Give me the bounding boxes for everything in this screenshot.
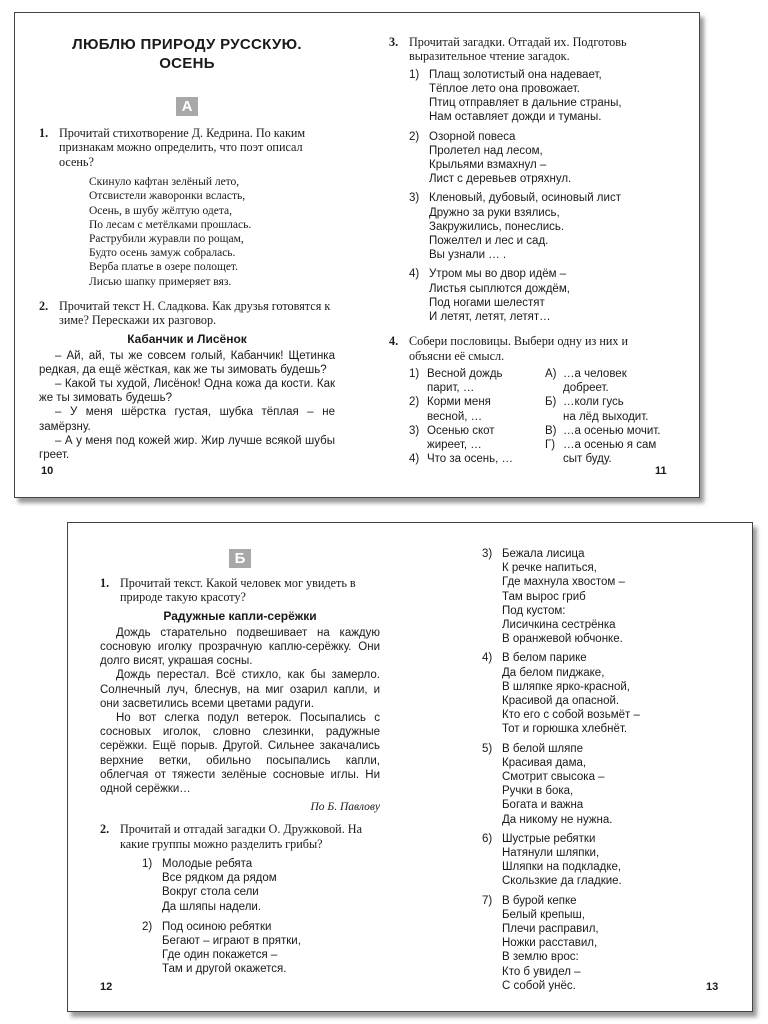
riddle-line: Красивая дама,	[502, 756, 587, 769]
riddle-line: Под кустом:	[502, 604, 566, 617]
riddle-3	[482, 547, 732, 646]
riddle-line: Богата и важна	[502, 799, 584, 812]
proverb-line: …а человек	[563, 368, 627, 381]
task-text: Прочитай текст Н. Сладкова. Как друзья готовятся к зиме? Перескажи их разговор.	[59, 298, 331, 328]
task-2	[100, 822, 380, 851]
riddle-line: Нам оставляет дожди и туманы.	[429, 111, 602, 124]
poem	[39, 175, 335, 289]
riddle-line: Вы узнали … .	[429, 249, 507, 262]
proverb-end-g	[545, 438, 675, 466]
riddle-line: Крыльями взмахнул –	[429, 159, 547, 172]
riddle-line: Кленовый, дубовый, осиновый лист	[429, 192, 621, 205]
riddle-number: 4)	[409, 268, 420, 281]
poem-line: Лисью шапку примеряет вяз.	[89, 275, 232, 288]
task-number: 1.	[39, 126, 49, 140]
riddle-line: Шустрые ребятки	[502, 832, 596, 845]
proverb-number: 4)	[409, 453, 420, 466]
task-number: 2.	[100, 822, 110, 837]
riddle-line: В оранжевой юбчонке.	[502, 633, 623, 646]
riddle-number: 3)	[409, 192, 420, 205]
riddle-line: Пролетел над лесом,	[429, 144, 543, 157]
riddle-line: Бегают – играют в прятки,	[162, 935, 301, 948]
riddle-4	[409, 267, 673, 324]
story-paragraph: Но вот слегка подул ветерок. Посыпались с сосновых иголок, словно слезинки, радужные серёжки. Ещё порыв. Другой. Сильнее закачались верхние ветки, обильно посыпались капли, облегчая от тяжести зелёные сосновые иглы. Ни одной серёжки…	[100, 712, 380, 796]
page-number: 10	[41, 465, 54, 477]
riddle-number: 1)	[409, 68, 420, 81]
proverb-line: …а осенью мочит.	[563, 424, 661, 437]
riddle-number: 3)	[482, 548, 493, 560]
proverb-line: Весной дождь	[427, 368, 503, 381]
dialogue-line: – Какой ты худой, Лисёнок! Одна кожа да кости. Как же ты зимовать будешь?	[39, 378, 335, 405]
riddle-number: 2)	[409, 130, 420, 143]
riddle-line: И летят, летят, летят…	[429, 311, 551, 324]
riddle-line: В белой шляпе	[502, 742, 583, 755]
task-text: Собери пословицы. Выбери одну из них и объясни её смысл.	[409, 334, 629, 363]
riddle-line: Плечи расправил,	[502, 923, 599, 936]
task-text: Прочитай стихотворение Д. Кедрина. По каким признакам можно определить, что поэт описал осень?	[59, 126, 306, 169]
riddle-line: Скользкие да гладкие.	[502, 875, 622, 888]
poem-line: Раструбили журавли по рощам,	[89, 233, 244, 246]
page-10	[39, 35, 335, 462]
riddle-6	[482, 832, 732, 889]
riddle-line: Птиц отправляет в дальние страны,	[429, 97, 622, 110]
task-number: 2.	[39, 298, 49, 313]
poem-line: Отсвистели жаворонки всласть,	[89, 190, 246, 203]
proverb-number: 2)	[409, 396, 420, 409]
proverb-letter: Б)	[545, 396, 557, 409]
riddle-line: К речке напиться,	[502, 562, 597, 575]
proverb-line: Осенью скот	[427, 424, 495, 437]
story-text	[100, 626, 380, 796]
page-12	[100, 549, 380, 977]
riddle-line: Там вырос гриб	[502, 590, 586, 603]
chapter-title-line-1: ЛЮБЛЮ ПРИРОДУ РУССКУЮ.	[72, 36, 302, 53]
spread-pages-12-13	[67, 522, 753, 1012]
riddle-line: Бежала лисица	[502, 548, 585, 560]
proverb-line: Что за осень, …	[427, 453, 514, 466]
section-badge-a: А	[176, 97, 198, 116]
proverb-number: 3)	[409, 424, 420, 437]
riddle-line: Ручки в бока,	[502, 785, 574, 798]
riddle-number: 7)	[482, 894, 493, 907]
riddle-line: Листья сыплются дождём,	[429, 282, 570, 295]
riddle-line: Закружились, понеслись.	[429, 220, 565, 233]
dialogue-line: – Ай, ай, ты же совсем голый, Кабанчик! Щетинка редкая, да ещё жёсткая, как же ты зимовать будешь?	[39, 349, 335, 376]
riddle-line: Тот и горюшка хлебнёт.	[502, 723, 628, 736]
riddle-line: В шляпке ярко-красной,	[502, 680, 630, 693]
chapter-title	[39, 35, 335, 73]
proverb-line: жиреет, …	[427, 439, 482, 452]
riddle-line: Дружно за руки взялись,	[429, 206, 560, 219]
story-title: Радужные капли-серёжки	[163, 608, 317, 623]
proverb-line: весной, …	[427, 410, 483, 423]
riddle-line: Да никому не нужна.	[502, 813, 613, 826]
riddle-line: В белом парике	[502, 652, 587, 665]
riddle-line: Ножки расставил,	[502, 937, 598, 950]
story-dialogue	[39, 349, 335, 463]
poem-line: Будто осень замуж собралась.	[89, 247, 236, 260]
riddle-line: В землю врос:	[502, 951, 579, 964]
riddle-line: Кто б увидел –	[502, 965, 581, 978]
riddle-number: 1)	[142, 858, 153, 871]
task-1	[100, 576, 380, 605]
riddle-line: Белый крепыш,	[502, 908, 585, 921]
proverb-start-1	[409, 367, 539, 395]
riddle-1	[409, 68, 673, 125]
riddle-4	[482, 651, 732, 736]
task-number: 1.	[100, 576, 110, 590]
task-2	[39, 299, 335, 328]
section-badge-b: Б	[229, 549, 251, 568]
author-signature: По Б. Павлову	[310, 801, 380, 814]
proverb-end-v	[545, 424, 675, 438]
task-number: 3.	[389, 35, 399, 49]
proverb-letter: В)	[545, 424, 557, 437]
poem-line: Скинуло кафтан зелёный лето,	[89, 176, 240, 189]
proverb-line: на лёд выходит.	[563, 410, 649, 423]
riddle-line: В бурой кепке	[502, 894, 577, 907]
riddle-number: 4)	[482, 652, 493, 665]
story-title: Кабанчик и Лисёнок	[127, 331, 247, 346]
proverb-start-4	[409, 452, 539, 466]
poem-line: Верба платье в озере полощет.	[89, 261, 238, 274]
riddle-2	[142, 920, 380, 977]
task-4	[389, 334, 673, 363]
riddle-line: Смотрит свысока –	[502, 771, 605, 784]
page-number: 12	[100, 981, 113, 993]
riddle-2	[409, 130, 673, 187]
riddle-line: Озорной повеса	[429, 130, 516, 143]
page-number: 11	[655, 465, 667, 477]
riddle-line: Шляпки на подкладке,	[502, 861, 622, 874]
riddle-line: Кто его с собой возьмёт –	[502, 709, 640, 722]
story-paragraph: Дождь перестал. Всё стихло, как бы замерло. Солнечный луч, блеснув, на миг озарил капли, и они засветились всеми цветами радуги.	[100, 669, 380, 710]
proverb-start-3	[409, 424, 539, 452]
story-paragraph: Дождь старательно подвешивает на каждую сосновую иголку прозрачную каплю-серёжку. Они долго висят, украшая сосны.	[100, 626, 380, 668]
poem-line: По лесам с метёлками прошлась.	[89, 218, 252, 231]
riddle-line: Вокруг стола сели	[162, 886, 259, 899]
riddle-line: С собой унёс.	[502, 979, 576, 992]
proverb-beginnings	[409, 367, 539, 466]
chapter-title-line-2: ОСЕНЬ	[159, 55, 215, 72]
riddle-line: Тёплое лето она провожает.	[429, 83, 580, 96]
proverb-number: 1)	[409, 368, 420, 381]
proverb-line: парит, …	[427, 382, 475, 395]
riddle-line: Где один покажется –	[162, 949, 278, 962]
poem-line: Осень, в шубу жёлтую одета,	[89, 204, 232, 217]
proverb-line: …а осенью я сам	[563, 439, 657, 452]
riddle-1	[142, 857, 380, 914]
proverb-endings	[545, 367, 675, 466]
riddle-line: Да шляпы надели.	[162, 900, 262, 913]
task-number: 4.	[389, 334, 399, 349]
spread-pages-10-11	[14, 12, 700, 498]
riddle-line: Да белом пиджаке,	[502, 666, 605, 679]
riddle-line: Красивой да опасной.	[502, 695, 620, 708]
task-text: Прочитай загадки. Отгадай их. Подготовь выразительное чтение загадок.	[409, 35, 627, 64]
proverb-letter: Г)	[545, 439, 556, 452]
riddle-line: Лист с деревьев отряхнул.	[429, 173, 572, 186]
page-13	[482, 547, 732, 993]
riddle-line: Все рядком да рядом	[162, 872, 277, 885]
dialogue-line: – У меня шёрстка густая, шубка тёплая – не замёрзну.	[39, 406, 335, 433]
riddle-line: Под ногами шелестят	[429, 296, 545, 309]
riddle-line: Молодые ребята	[162, 858, 253, 871]
dialogue-line: – А у меня под кожей жир. Жир лучше всякой шубы греет.	[39, 434, 335, 462]
proverb-line: Корми меня	[427, 396, 491, 409]
riddle-line: Утром мы во двор идём –	[429, 268, 567, 281]
riddle-line: Там и другой окажется.	[162, 963, 287, 976]
proverb-end-b	[545, 395, 675, 423]
task-text: Прочитай текст. Какой человек мог увидеть в природе такую красоту?	[120, 576, 356, 605]
task-1	[39, 126, 335, 169]
proverb-line: …коли гусь	[563, 396, 624, 409]
proverb-line: добреет.	[563, 382, 609, 395]
riddle-5	[482, 742, 732, 827]
riddle-line: Под осиною ребятки	[162, 920, 272, 933]
proverb-end-a	[545, 367, 675, 395]
proverb-start-2	[409, 395, 539, 423]
task-3	[389, 35, 673, 64]
proverb-line: сыт буду.	[563, 453, 612, 466]
task-text: Прочитай и отгадай загадки О. Дружковой. На какие группы можно разделить грибы?	[120, 822, 362, 851]
riddle-line: Плащ золотистый она надевает,	[429, 68, 602, 81]
riddle-number: 6)	[482, 832, 493, 845]
proverbs-table	[389, 367, 673, 467]
riddle-line: Пожелтел и лес и сад.	[429, 235, 549, 248]
page-number: 13	[706, 981, 719, 993]
riddle-number: 5)	[482, 742, 493, 755]
riddle-3	[409, 191, 673, 262]
riddle-line: Натянули шляпки,	[502, 847, 600, 860]
proverb-letter: А)	[545, 368, 557, 381]
riddle-number: 2)	[142, 920, 153, 933]
riddle-line: Где махнула хвостом –	[502, 576, 625, 589]
riddle-7	[482, 894, 732, 993]
page-11	[389, 35, 673, 467]
riddle-line: Лисичкина сестрёнка	[502, 619, 616, 632]
